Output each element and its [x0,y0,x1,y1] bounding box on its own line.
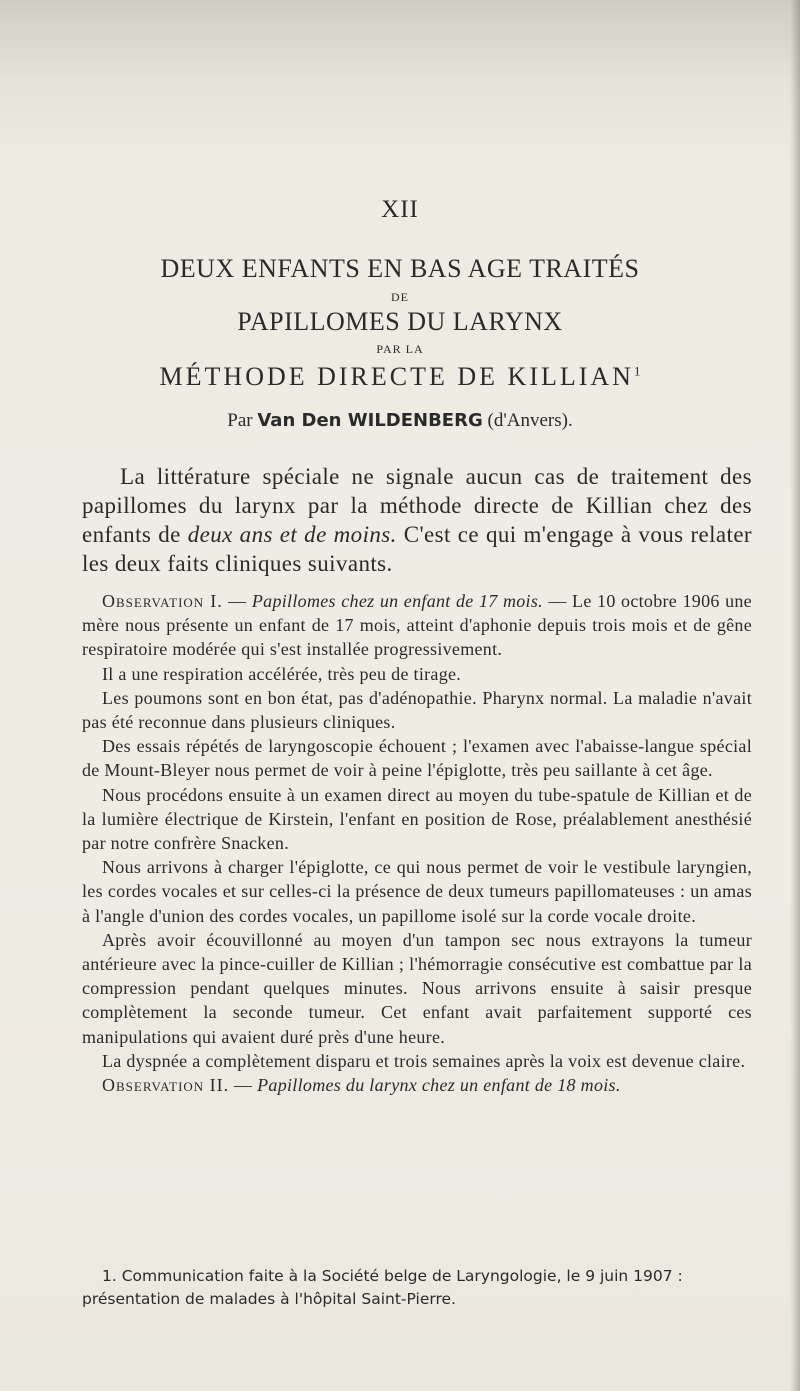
title-line-3-text: MÉTHODE DIRECTE DE KILLIAN [159,362,634,391]
intro-text-1: La littérature spéciale ne signale aucun cas de traitement des papillomes du larynx par la méthode directe de Killian chez des enfants de [82,464,752,547]
title-connector-par-la: PAR LA [376,342,424,356]
author-prefix: Par [227,410,253,431]
title-connector-de: DE [391,290,409,304]
paragraph: Après avoir écouvillonné au moyen d'un tampon sec nous extrayons la tumeur antérieure avec la pince-cuiller de Killian ; l'hémorragie consécutive est combattue par la compression pendant quelques minutes. Nous arrivons ensuite à saisir presque complètement la seconde tumeur. Cet enfant avait parfaitement supporté ces manipulations qui avaient duré près d'une heure. [82,929,752,1047]
title-line-1: DEUX ENFANTS EN BAS AGE TRAITÉS [160,254,640,283]
intro-italic: deux ans et de moins. [187,522,397,547]
observation-1-label: Observation I. [102,591,223,611]
paragraph: Nous arrivons à charger l'épiglotte, ce qui nous permet de voir le vestibule laryngien, les cordes vocales et sur celles-ci la présence de deux tumeurs papillomateuses : un amas à l'angle d'union des cordes vocales, un papillome isolé sur la corde vocale droite. [82,857,752,926]
footnote-mark: 1 [633,363,641,379]
observation-2-dash: — [233,1075,253,1096]
paragraph: Les poumons sont en bon état, pas d'adénopathie. Pharynx normal. La maladie n'avait pas été reconnue dans plusieurs cliniques. [82,687,752,733]
author-affiliation: (d'Anvers). [487,410,573,431]
paragraph: Il a une respiration accélérée, très peu de tirage. [102,663,462,684]
observation-1-heading [82,589,752,662]
observation-2-title: Papillomes du larynx chez un enfant de 18 mois. [257,1075,621,1096]
observation-2-label: Observation II. [102,1075,230,1096]
observation-2-heading [82,1073,752,1097]
author-line [0,410,800,432]
intro-text-2: C'est ce qui m'engage à vous relater les deux faits cliniques suivants. [82,522,752,576]
author-name: Van Den WILDENBERG [257,410,483,431]
intro-paragraph [82,462,752,578]
observation-1-dash: — [228,591,247,611]
observation-1-text: — Le 10 octobre 1906 une mère nous présente un enfant de 17 mois, atteint d'aphonie depuis trois mois et de gêne respiratoire modérée qui s'est installée progressivement. [82,591,752,660]
observation-1-title: Papillomes chez un enfant de 17 mois. [251,591,543,611]
title-line-2: PAPILLOMES DU LARYNX [237,307,563,336]
paragraph: Nous procédons ensuite à un examen direct au moyen du tube-spatule de Killian et de la lumière électrique de Kirstein, l'enfant en position de Rose, préalablement anesthésié par notre confrère Snacken. [82,784,752,854]
chapter-number: XII [381,196,419,223]
title-line-3 [0,362,800,392]
footnote [82,1265,772,1311]
body-text [82,589,752,1097]
paragraph: La dyspnée a complètement disparu et trois semaines après la voix est devenue claire. [102,1050,746,1071]
footnote-text: 1. Communication faite à la Société belge de Laryngologie, le 9 juin 1907 : présentation de malades à l'hôpital Saint-Pierre. [82,1267,683,1308]
paragraph: Des essais répétés de laryngoscopie échouent ; l'examen avec l'abaisse-langue spécial de Mount-Bleyer nous permet de voir à peine l'épiglotte, très peu saillante à cet âge. [82,736,752,781]
